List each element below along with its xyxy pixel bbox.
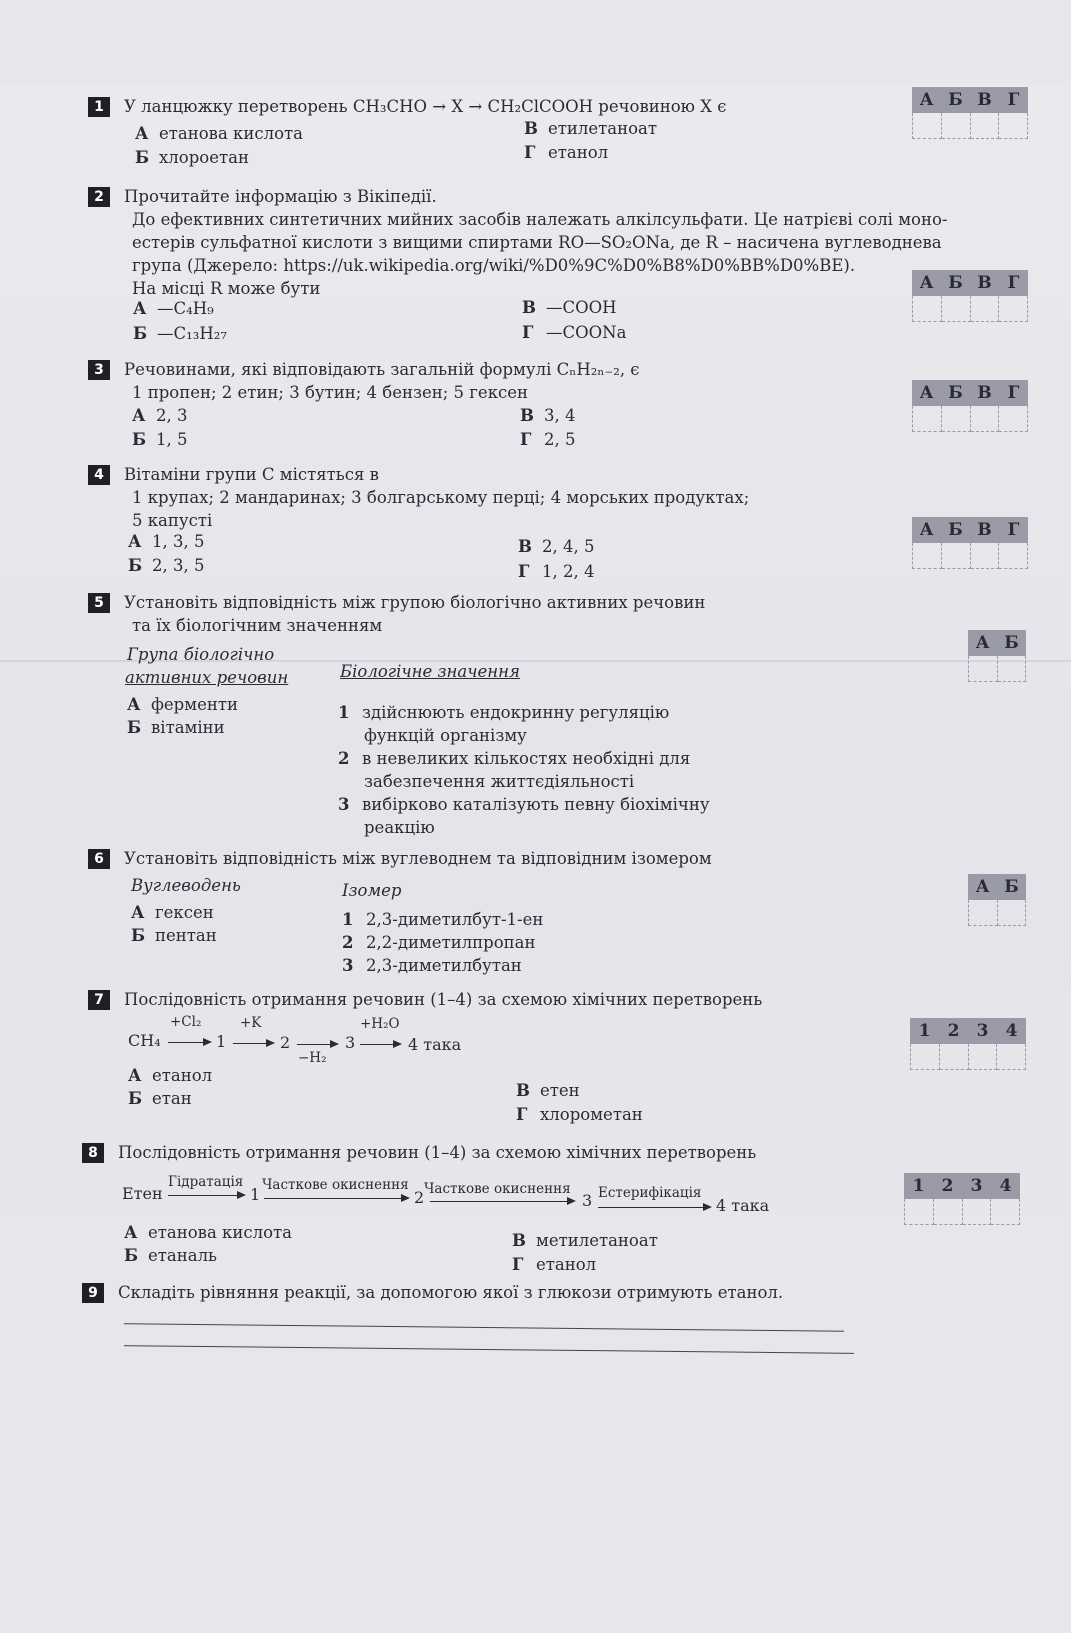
match-right-3: 3 вибірково каталізують певну біохімічну	[338, 795, 710, 814]
match-right-1: 1 2,3-диметилбут-1-ен	[342, 910, 544, 929]
question-number: 4	[88, 465, 110, 485]
match-right-2: 2 2,2-диметилпропан	[342, 933, 536, 952]
option-c[interactable]: В 2, 4, 5	[518, 537, 595, 556]
question-number: 7	[88, 990, 110, 1010]
question-number: 8	[82, 1143, 104, 1163]
answer-line[interactable]	[124, 1323, 844, 1332]
question-number: 9	[82, 1283, 104, 1303]
option-b[interactable]: Б 2, 3, 5	[128, 556, 205, 575]
test-sheet: 1 У ланцюжку перетворень CH₃CHO → X → CH₂ClCOOH речовиною X є А етанова кислота Б хлороетан В етилетаноат Г етанол А Б В Г 2 Прочитайте інформацію з Вікіпедії. До ефективних синтетичних мийних засобів належать алкілсульфати. Це натрієві солі моно- естерів сульфатної кислоти з вищими спиртами RO—SO₂ONa, де R – насичена вуглеводнева група (Джерело: https://uk.wikipedia.org/wiki/%D0%9C%D0%B8%D0%BB%D0%BE). На місці R може бути А —C₄H₉ Б —C₁₃H₂₇ В —COOH Г —COONa А Б В Г 3 Речовинами, які відповідають загальній формулі CₙH₂ₙ₋₂, є 1 пропен; 2 етин; 3 бутин; 4 бензен; 5 гексен А 2, 3 Б 1, 5 В 3, 4 Г 2, 5 А Б В Г 4 Вітаміни групи С містяться в 1 крупах; 2 мандаринах; 3 болгарському перці; 4 морських продуктах; 5 капусті А 1, 3, 5 Б 2, 3, 5 В 2, 4, 5 Г 1, 2, 4 А Б В Г 5 Установіть відповідність між групою біологічно активних речовин та їх біологічним значенням Група біологічно активних речовин Біологічне значення А ферменти Б вітаміни 1 здійснюють ендокринну регуляцію функцій організму 2 в невеликих кількостях необхідні для забезпечення життєдіяльності 3 вибірково каталізують певну біохімічну реакцію А Б 6 Установіть відповідність між вуглеводнем та відповідним ізомером Вуглеводень Ізомер А гексен Б пентан 1 2,3-диметилбут-1-ен 2 2,2-диметилпропан 3 2,3-диметилбутан А Б 7 Послідовність отримання речовин (1–4) за схемою хімічних перетворень CH₄ +Cl₂ 1 +K 2 −H₂ 3 +H₂O 4 така А етанол Б етан В етен Г хлорометан 1 2 3 4 8 Послідовність отримання речовин (1–4) за схемою хімічних перетворень Етен Гідратація 1 Часткове окиснення 2 Часткове окиснення 3 Естерифікація 4 така А етанова кислота Б етаналь В метилетаноат Г етанол 1 2 3 4 9 Складіть рівняння реакції, за допомогою якої з глюкози отримують етанол.	[0, 85, 1071, 1358]
arrow	[598, 1207, 710, 1208]
answer-grid-8[interactable]: 1 2 3 4	[904, 1173, 1020, 1225]
question-5: 5 Установіть відповідність між групою біологічно активних речовин та їх біологічним значенням	[88, 591, 705, 637]
arrow	[168, 1195, 244, 1196]
col1-header: Група біологічно	[127, 645, 275, 664]
option-c[interactable]: В метилетаноат	[512, 1231, 658, 1250]
match-left-a: А гексен	[131, 903, 214, 922]
question-8: 8 Послідовність отримання речовин (1–4) за схемою хімічних перетворень	[82, 1141, 756, 1164]
match-right-3-cont: реакцію	[364, 818, 435, 837]
arrow	[168, 1042, 210, 1043]
match-left-b: Б вітаміни	[127, 718, 225, 737]
option-c[interactable]: В етилетаноат	[524, 119, 657, 138]
option-a[interactable]: А —C₄H₉	[133, 299, 214, 318]
option-c[interactable]: В 3, 4	[520, 406, 576, 425]
match-right-1: 1 здійснюють ендокринну регуляцію	[338, 703, 670, 722]
arrow	[430, 1201, 574, 1202]
answer-grid-6[interactable]: А Б	[968, 874, 1026, 926]
question-number: 6	[88, 849, 110, 869]
match-right-2: 2 в невеликих кількостях необхідні для	[338, 749, 691, 768]
option-d[interactable]: Г етанол	[524, 143, 609, 162]
option-a[interactable]: А етанова кислота	[135, 124, 303, 143]
question-number: 5	[88, 593, 110, 613]
answer-line[interactable]	[124, 1345, 854, 1354]
option-b[interactable]: Б хлороетан	[135, 148, 249, 167]
question-7: 7 Послідовність отримання речовин (1–4) за схемою хімічних перетворень	[88, 988, 762, 1011]
question-number: 3	[88, 360, 110, 380]
answer-grid-7[interactable]: 1 2 3 4	[910, 1018, 1026, 1070]
arrow	[297, 1044, 337, 1045]
option-b[interactable]: Б етаналь	[124, 1246, 218, 1265]
option-a[interactable]: А етанова кислота	[124, 1223, 292, 1242]
question-text: У ланцюжку перетворень CH₃CHO → X → CH₂ClCOOH речовиною X є	[124, 97, 727, 116]
arrow	[233, 1043, 273, 1044]
match-right-3: 3 2,3-диметилбутан	[342, 956, 522, 975]
answer-grid-5[interactable]: А Б	[968, 630, 1026, 682]
answer-grid-4[interactable]: А Б В Г	[912, 517, 1028, 569]
option-d[interactable]: Г 1, 2, 4	[518, 562, 595, 581]
match-right-2-cont: забезпечення життєдіяльності	[364, 772, 635, 791]
answer-grid-1[interactable]: А Б В Г	[912, 87, 1028, 139]
question-4: 4 Вітаміни групи С містяться в 1 крупах; 2 мандаринах; 3 болгарському перці; 4 морських продуктах; 5 капусті	[88, 463, 749, 532]
arrow	[360, 1044, 400, 1045]
question-number: 2	[88, 187, 110, 207]
option-a[interactable]: А 1, 3, 5	[128, 532, 205, 551]
question-2: 2 Прочитайте інформацію з Вікіпедії. До ефективних синтетичних мийних засобів належать алкілсульфати. Це натрієві солі моно- естерів сульфатної кислоти з вищими спиртами RO—SO₂ONa, де R – насичена вуглеводнева група (Джерело: https://uk.wikipedia.org/wiki/%D0%9C%D0%B8%D0%BB%D0%BE). На місці R може бути	[88, 185, 1028, 300]
col1-header: активних речовин	[125, 668, 289, 687]
match-right-1-cont: функцій організму	[364, 726, 527, 745]
answer-grid-3[interactable]: А Б В Г	[912, 380, 1028, 432]
question-number: 1	[88, 97, 110, 117]
col2-header: Ізомер	[342, 881, 402, 900]
option-c[interactable]: В —COOH	[522, 298, 617, 317]
match-left-b: Б пентан	[131, 926, 217, 945]
answer-grid-2[interactable]: А Б В Г	[912, 270, 1028, 322]
question-9: 9 Складіть рівняння реакції, за допомогою якої з глюкози отримують етанол.	[82, 1281, 783, 1304]
option-d[interactable]: Г 2, 5	[520, 430, 576, 449]
option-a[interactable]: А 2, 3	[132, 406, 188, 425]
col2-header: Біологічне значення	[340, 662, 520, 681]
option-d[interactable]: Г хлорометан	[516, 1105, 643, 1124]
option-b[interactable]: Б 1, 5	[132, 430, 188, 449]
arrow	[264, 1198, 408, 1199]
option-c[interactable]: В етен	[516, 1081, 580, 1100]
option-b[interactable]: Б етан	[128, 1089, 192, 1108]
option-a[interactable]: А етанол	[128, 1066, 213, 1085]
option-b[interactable]: Б —C₁₃H₂₇	[133, 324, 227, 343]
col1-header: Вуглеводень	[131, 876, 241, 895]
option-d[interactable]: Г —COONa	[522, 323, 627, 342]
question-6: 6 Установіть відповідність між вуглеводнем та відповідним ізомером	[88, 847, 712, 870]
match-left-a: А ферменти	[127, 695, 238, 714]
option-d[interactable]: Г етанол	[512, 1255, 597, 1274]
question-3: 3 Речовинами, які відповідають загальній формулі CₙH₂ₙ₋₂, є 1 пропен; 2 етин; 3 бутин; 4 бензен; 5 гексен	[88, 358, 640, 404]
question-1	[88, 95, 727, 118]
